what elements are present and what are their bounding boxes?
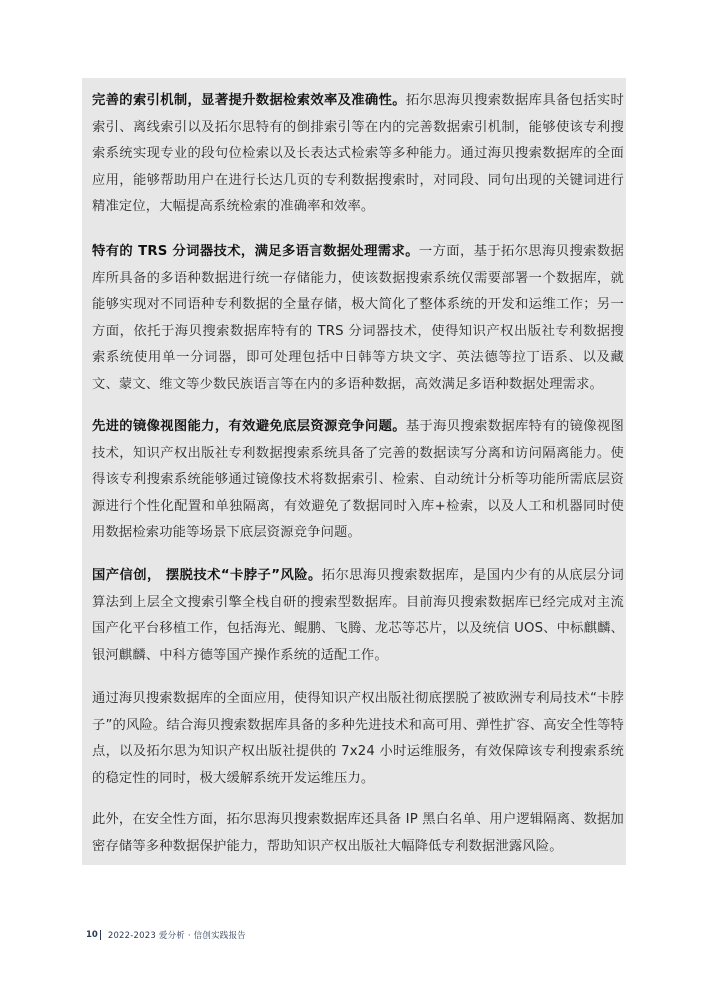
paragraph-lead: 完善的索引机制，显著提升数据检索效率及准确性。 <box>92 93 406 108</box>
paragraph-body: 一方面，基于拓尔思海贝搜索数据库所具备的多语种数据进行统一存储能力，使该数据搜索系统仅需要部署一个数据库，就能够实现对不同语种专利数据的全量存储，极大简化了整体系统的开发和运维工作；另一方面，依托于海贝搜索数据库特有的 TRS 分词器技术，使得知识产权出版社专利数据搜索系统使用单一分词器，即可处理包括中日韩等方块文字、英法德等拉丁语系、以及藏文、蒙文、维文等少数民族语言等在内的多语种数据，高效满足多语种数据处理需求。 <box>92 244 625 392</box>
paragraph-lead: 先进的镜像视图能力，有效避免底层资源竞争问题。 <box>92 419 406 434</box>
paragraph-body: 基于海贝搜索数据库特有的镜像视图技术，知识产权出版社专利数据搜索系统具备了完善的数据读写分离和访问隔离能力。使得该专利搜索系统能够通过镜像技术将数据索引、检索、自动统计分析等功能所需底层资源进行个性化配置和单独隔离，有效避免了数据同时入库+检索，以及人工和机器同时使用数据检索功能等场景下底层资源竞争问题。 <box>92 419 624 540</box>
paragraph-security <box>92 807 624 860</box>
footer-divider <box>100 930 101 940</box>
paragraph-mirror-view <box>92 414 624 547</box>
page-footer <box>86 929 246 941</box>
paragraph-tokenizer <box>92 239 624 398</box>
report-title: 2022-2023 爱分析 · 信创实践报告 <box>107 931 246 941</box>
paragraph-lead: 国产信创， 摆脱技术“卡脖子”风险。 <box>92 568 322 583</box>
paragraph-application-result <box>92 686 624 792</box>
paragraph-indexing <box>92 88 624 221</box>
paragraph-body: 拓尔思海贝搜索数据库具备包括实时索引、离线索引以及拓尔思特有的倒排索引等在内的完善数据索引机制，能够使该专利搜索系统实现专业的段句位检索以及长表达式检索等多种能力。通过海贝搜索数据库的全面应用，能够帮助用户在进行长达几页的专利数据搜索时，对同段、同句出现的关键词进行精准定位，大幅提高系统检索的准确率和效率。 <box>92 93 624 214</box>
paragraph-body: 此外，在安全性方面，拓尔思海贝搜索数据库还具备 IP 黑白名单、用户逻辑隔离、数据加密存储等多种数据保护能力，帮助知识产权出版社大幅降低专利数据泄露风险。 <box>92 812 624 854</box>
paragraph-body: 拓尔思海贝搜索数据库，是国内少有的从底层分词算法到上层全文搜索引擎全栈自研的搜索型数据库。目前海贝搜索数据库已经完成对主流国产化平台移植工作，包括海光、鲲鹏、飞腾、龙芯等芯片，以及统信 UOS、中标麒麟、银河麒麟、中科方德等国产操作系统的适配工作。 <box>92 568 624 663</box>
paragraph-lead: 特有的 TRS 分词器技术，满足多语言数据处理需求。 <box>92 244 419 259</box>
paragraph-body: 通过海贝搜索数据库的全面应用，使得知识产权出版社彻底摆脱了被欧洲专利局技术“卡脖子”的风险。结合海贝搜索数据库具备的多种先进技术和高可用、弹性扩容、高安全性等特点，以及拓尔思为知识产权出版社提供的 7x24 小时运维服务，有效保障该专利搜索系统的稳定性的同时，极大缓解系统开发运维压力。 <box>92 691 624 786</box>
page-number: 10 <box>86 930 98 940</box>
paragraph-domestic-innovation <box>92 563 624 669</box>
